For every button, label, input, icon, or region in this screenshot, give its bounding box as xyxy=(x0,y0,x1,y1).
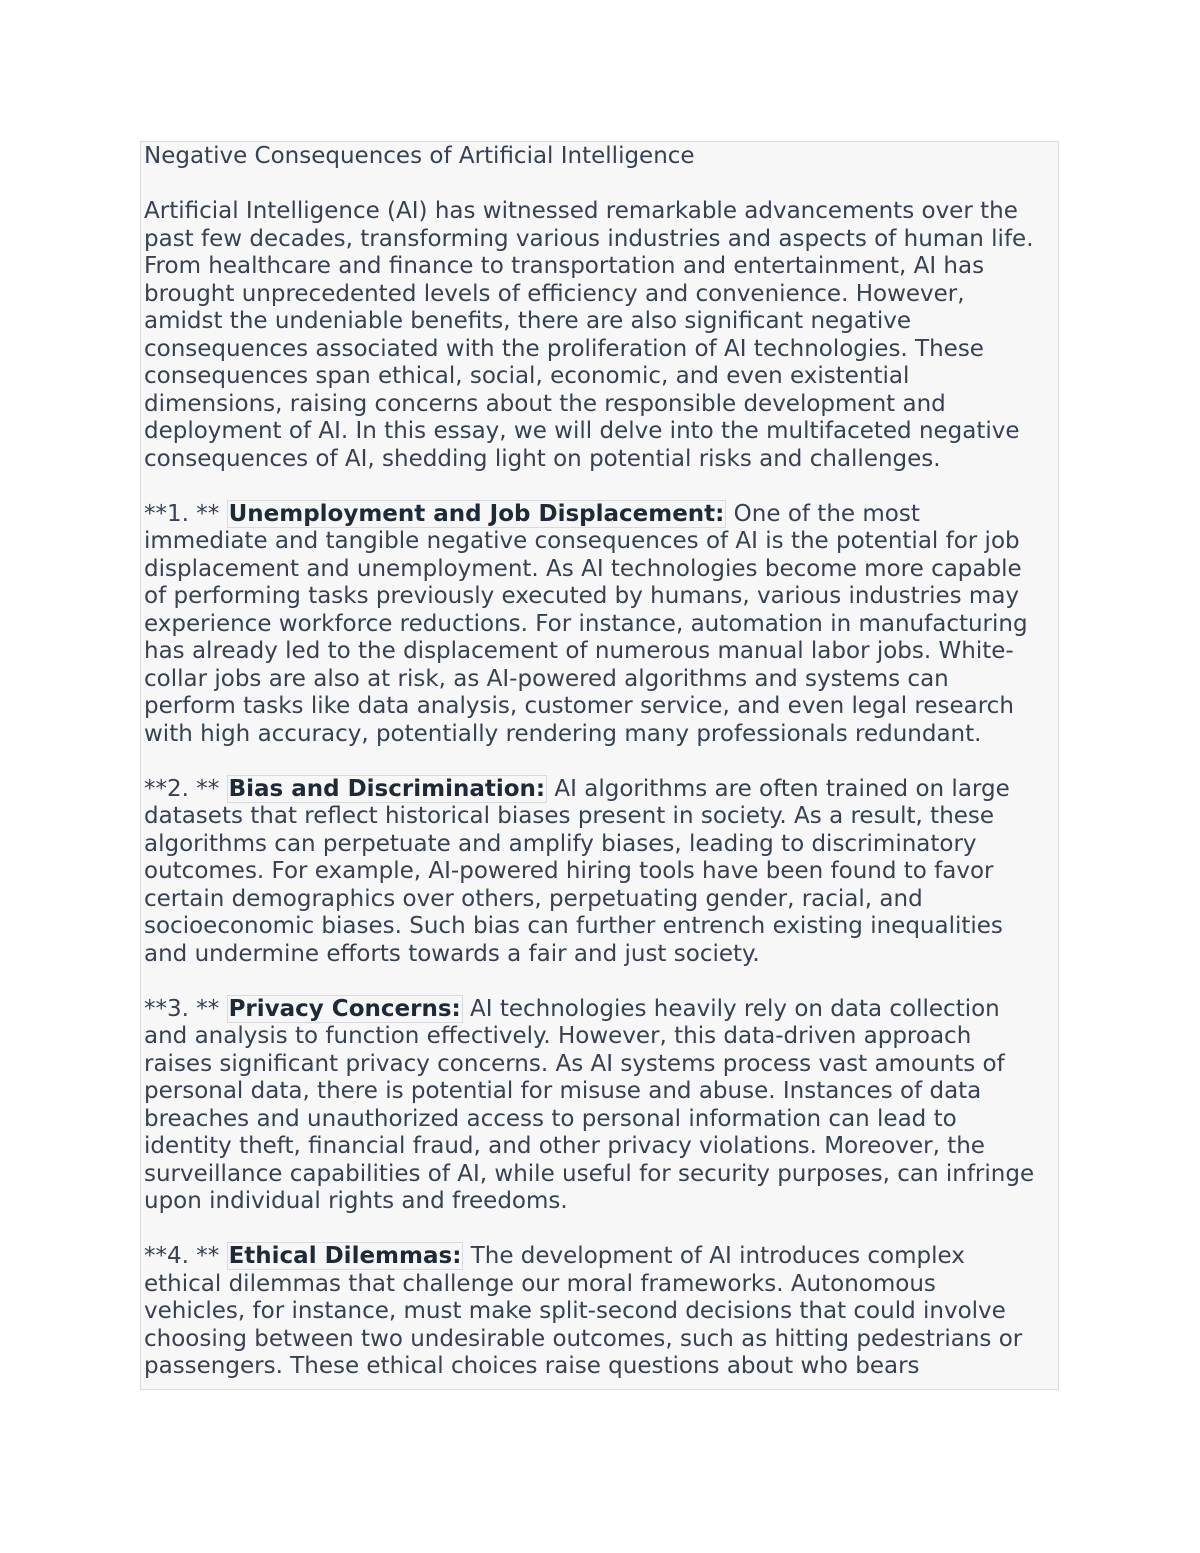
section-first-line-text: The development of AI introduces complex xyxy=(463,1243,965,1269)
intro-line: past few decades, transforming various industries and aspects of human life. xyxy=(144,225,1034,252)
section-line: raises significant privacy concerns. As AI systems process vast amounts of xyxy=(144,1050,1005,1077)
intro-paragraph xyxy=(144,198,1055,473)
paragraph-gap xyxy=(144,748,1055,776)
section-line: and undermine efforts towards a fair and just society. xyxy=(144,940,760,967)
section-ethics xyxy=(144,1243,1055,1381)
section-first-line xyxy=(144,1243,1055,1271)
section-line: experience workforce reductions. For instance, automation in manufacturing xyxy=(144,610,1028,637)
section-first-line xyxy=(144,501,1055,529)
intro-line: consequences of AI, shedding light on potential risks and challenges. xyxy=(144,445,941,472)
section-prefix: **3. ** xyxy=(144,995,227,1022)
document-title-block xyxy=(144,143,1055,171)
section-line: with high accuracy, potentially rendering many professionals redundant. xyxy=(144,720,982,747)
paragraph-gap xyxy=(144,968,1055,996)
section-line: datasets that reflect historical biases present in society. As a result, these xyxy=(144,803,995,829)
section-line: breaches and unauthorized access to personal information can lead to xyxy=(144,1105,957,1132)
paragraph-gap xyxy=(144,473,1055,501)
section-line: outcomes. For example, AI-powered hiring tools have been found to favor xyxy=(144,858,994,884)
intro-line: From healthcare and finance to transportation and entertainment, AI has xyxy=(144,253,985,279)
section-heading: Unemployment and Job Displacement: xyxy=(228,500,725,527)
section-line: surveillance capabilities of AI, while useful for security purposes, can infringe xyxy=(144,1160,1035,1187)
section-first-line xyxy=(144,776,1055,804)
paragraph-gap xyxy=(144,171,1055,199)
document-title: Negative Consequences of Artificial Intelligence xyxy=(144,143,695,169)
document-text-box xyxy=(140,141,1059,1390)
section-prefix: **4. ** xyxy=(144,1243,227,1269)
section-line: collar jobs are also at risk, as AI-powered algorithms and systems can xyxy=(144,665,949,692)
section-heading: Ethical Dilemmas: xyxy=(228,1243,462,1269)
section-line: choosing between two undesirable outcomes, such as hitting pedestrians or xyxy=(144,1325,1023,1352)
section-line: certain demographics over others, perpetuating gender, racial, and xyxy=(144,885,923,912)
section-line: ethical dilemmas that challenge our moral frameworks. Autonomous xyxy=(144,1270,936,1297)
section-first-line-text: AI technologies heavily rely on data collection xyxy=(462,995,1000,1022)
intro-line: consequences span ethical, social, economic, and even existential xyxy=(144,363,910,389)
intro-line: Artificial Intelligence (AI) has witnessed remarkable advancements over the xyxy=(144,198,1018,224)
section-prefix: **1. ** xyxy=(144,500,227,527)
intro-line: dimensions, raising concerns about the responsible development and xyxy=(144,390,946,417)
section-line: algorithms can perpetuate and amplify biases, leading to discriminatory xyxy=(144,830,977,857)
section-heading: Bias and Discrimination: xyxy=(228,775,546,802)
section-heading: Privacy Concerns: xyxy=(228,995,461,1022)
section-line: passengers. These ethical choices raise questions about who bears xyxy=(144,1353,920,1379)
section-line: immediate and tangible negative consequences of AI is the potential for job xyxy=(144,528,1020,554)
section-line: upon individual rights and freedoms. xyxy=(144,1188,568,1214)
paragraph-gap xyxy=(144,1216,1055,1244)
section-line: displacement and unemployment. As AI technologies become more capable xyxy=(144,555,1022,582)
section-line: has already led to the displacement of numerous manual labor jobs. White- xyxy=(144,638,1014,664)
section-line: socioeconomic biases. Such bias can further entrench existing inequalities xyxy=(144,913,1003,939)
section-line: identity theft, financial fraud, and other privacy violations. Moreover, the xyxy=(144,1133,985,1159)
intro-line: deployment of AI. In this essay, we will delve into the multifaceted negative xyxy=(144,418,1020,444)
section-prefix: **2. ** xyxy=(144,775,227,802)
section-line: of performing tasks previously executed by humans, various industries may xyxy=(144,583,1020,609)
intro-line: brought unprecedented levels of efficiency and convenience. However, xyxy=(144,280,965,307)
intro-line: consequences associated with the proliferation of AI technologies. These xyxy=(144,335,984,362)
section-line: vehicles, for instance, must make split-second decisions that could involve xyxy=(144,1298,1006,1324)
intro-line: amidst the undeniable benefits, there are also significant negative xyxy=(144,308,912,334)
section-unemployment xyxy=(144,501,1055,749)
section-line: and analysis to function effectively. However, this data-driven approach xyxy=(144,1023,972,1049)
section-line: perform tasks like data analysis, customer service, and even legal research xyxy=(144,693,1014,719)
section-privacy xyxy=(144,996,1055,1216)
section-first-line-text: AI algorithms are often trained on large xyxy=(547,775,1010,802)
section-bias xyxy=(144,776,1055,969)
section-line: personal data, there is potential for misuse and abuse. Instances of data xyxy=(144,1078,982,1104)
section-first-line xyxy=(144,996,1055,1024)
section-first-line-text: One of the most xyxy=(726,500,920,527)
